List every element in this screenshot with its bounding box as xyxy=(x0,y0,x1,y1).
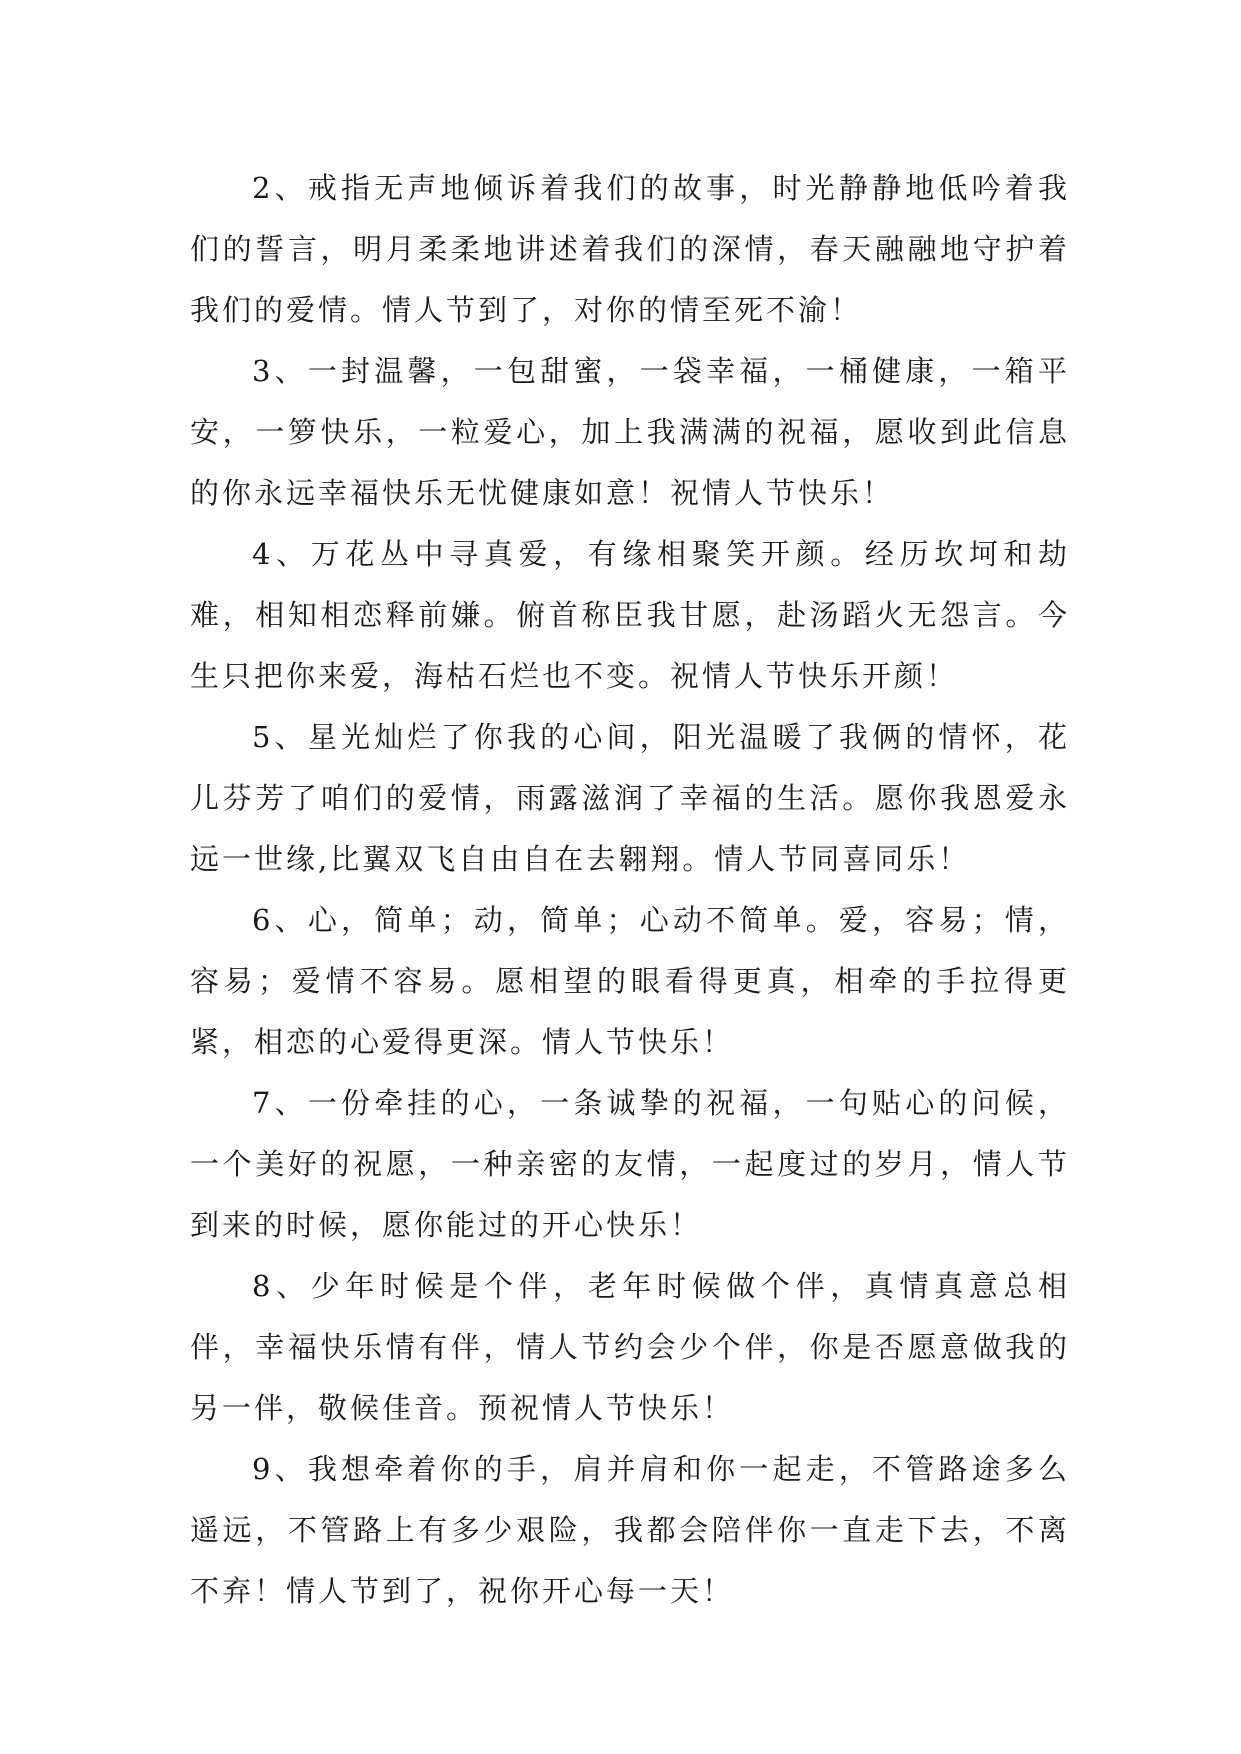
document-body xyxy=(190,158,1070,1622)
paragraph-2: 2、戒指无声地倾诉着我们的故事，时光静静地低吟着我们的誓言，明月柔柔地讲述着我们的深情，春天融融地守护着我们的爱情。情人节到了，对你的情至死不渝！ xyxy=(190,171,1070,327)
paragraph-7: 7、一份牵挂的心，一条诚挚的祝福，一句贴心的问候，一个美好的祝愿，一种亲密的友情，一起度过的岁月，情人节到来的时候，愿你能过的开心快乐！ xyxy=(190,1086,1070,1242)
paragraph-4: 4、万花丛中寻真爱，有缘相聚笑开颜。经历坎坷和劫难，相知相恋释前嫌。俯首称臣我甘愿，赴汤蹈火无怨言。今生只把你来爱，海枯石烂也不变。祝情人节快乐开颜！ xyxy=(190,537,1070,693)
paragraph-6: 6、心，简单；动，简单；心动不简单。爱，容易；情，容易；爱情不容易。愿相望的眼看得更真，相牵的手拉得更紧，相恋的心爱得更深。情人节快乐！ xyxy=(190,903,1070,1059)
paragraph-9: 9、我想牵着你的手，肩并肩和你一起走，不管路途多么遥远，不管路上有多少艰险，我都会陪伴你一直走下去，不离不弃！情人节到了，祝你开心每一天！ xyxy=(190,1452,1070,1608)
paragraph-3: 3、一封温馨，一包甜蜜，一袋幸福，一桶健康，一箱平安，一箩快乐，一粒爱心，加上我满满的祝福，愿收到此信息的你永远幸福快乐无忧健康如意！祝情人节快乐！ xyxy=(190,354,1070,510)
paragraph-5: 5、星光灿烂了你我的心间，阳光温暖了我俩的情怀，花儿芬芳了咱们的爱情，雨露滋润了幸福的生活。愿你我恩爱永远一世缘,比翼双飞自由自在去翱翔。情人节同喜同乐！ xyxy=(190,720,1070,876)
paragraph-8: 8、少年时候是个伴，老年时候做个伴，真情真意总相伴，幸福快乐情有伴，情人节约会少个伴，你是否愿意做我的另一伴，敬候佳音。预祝情人节快乐！ xyxy=(190,1269,1070,1425)
